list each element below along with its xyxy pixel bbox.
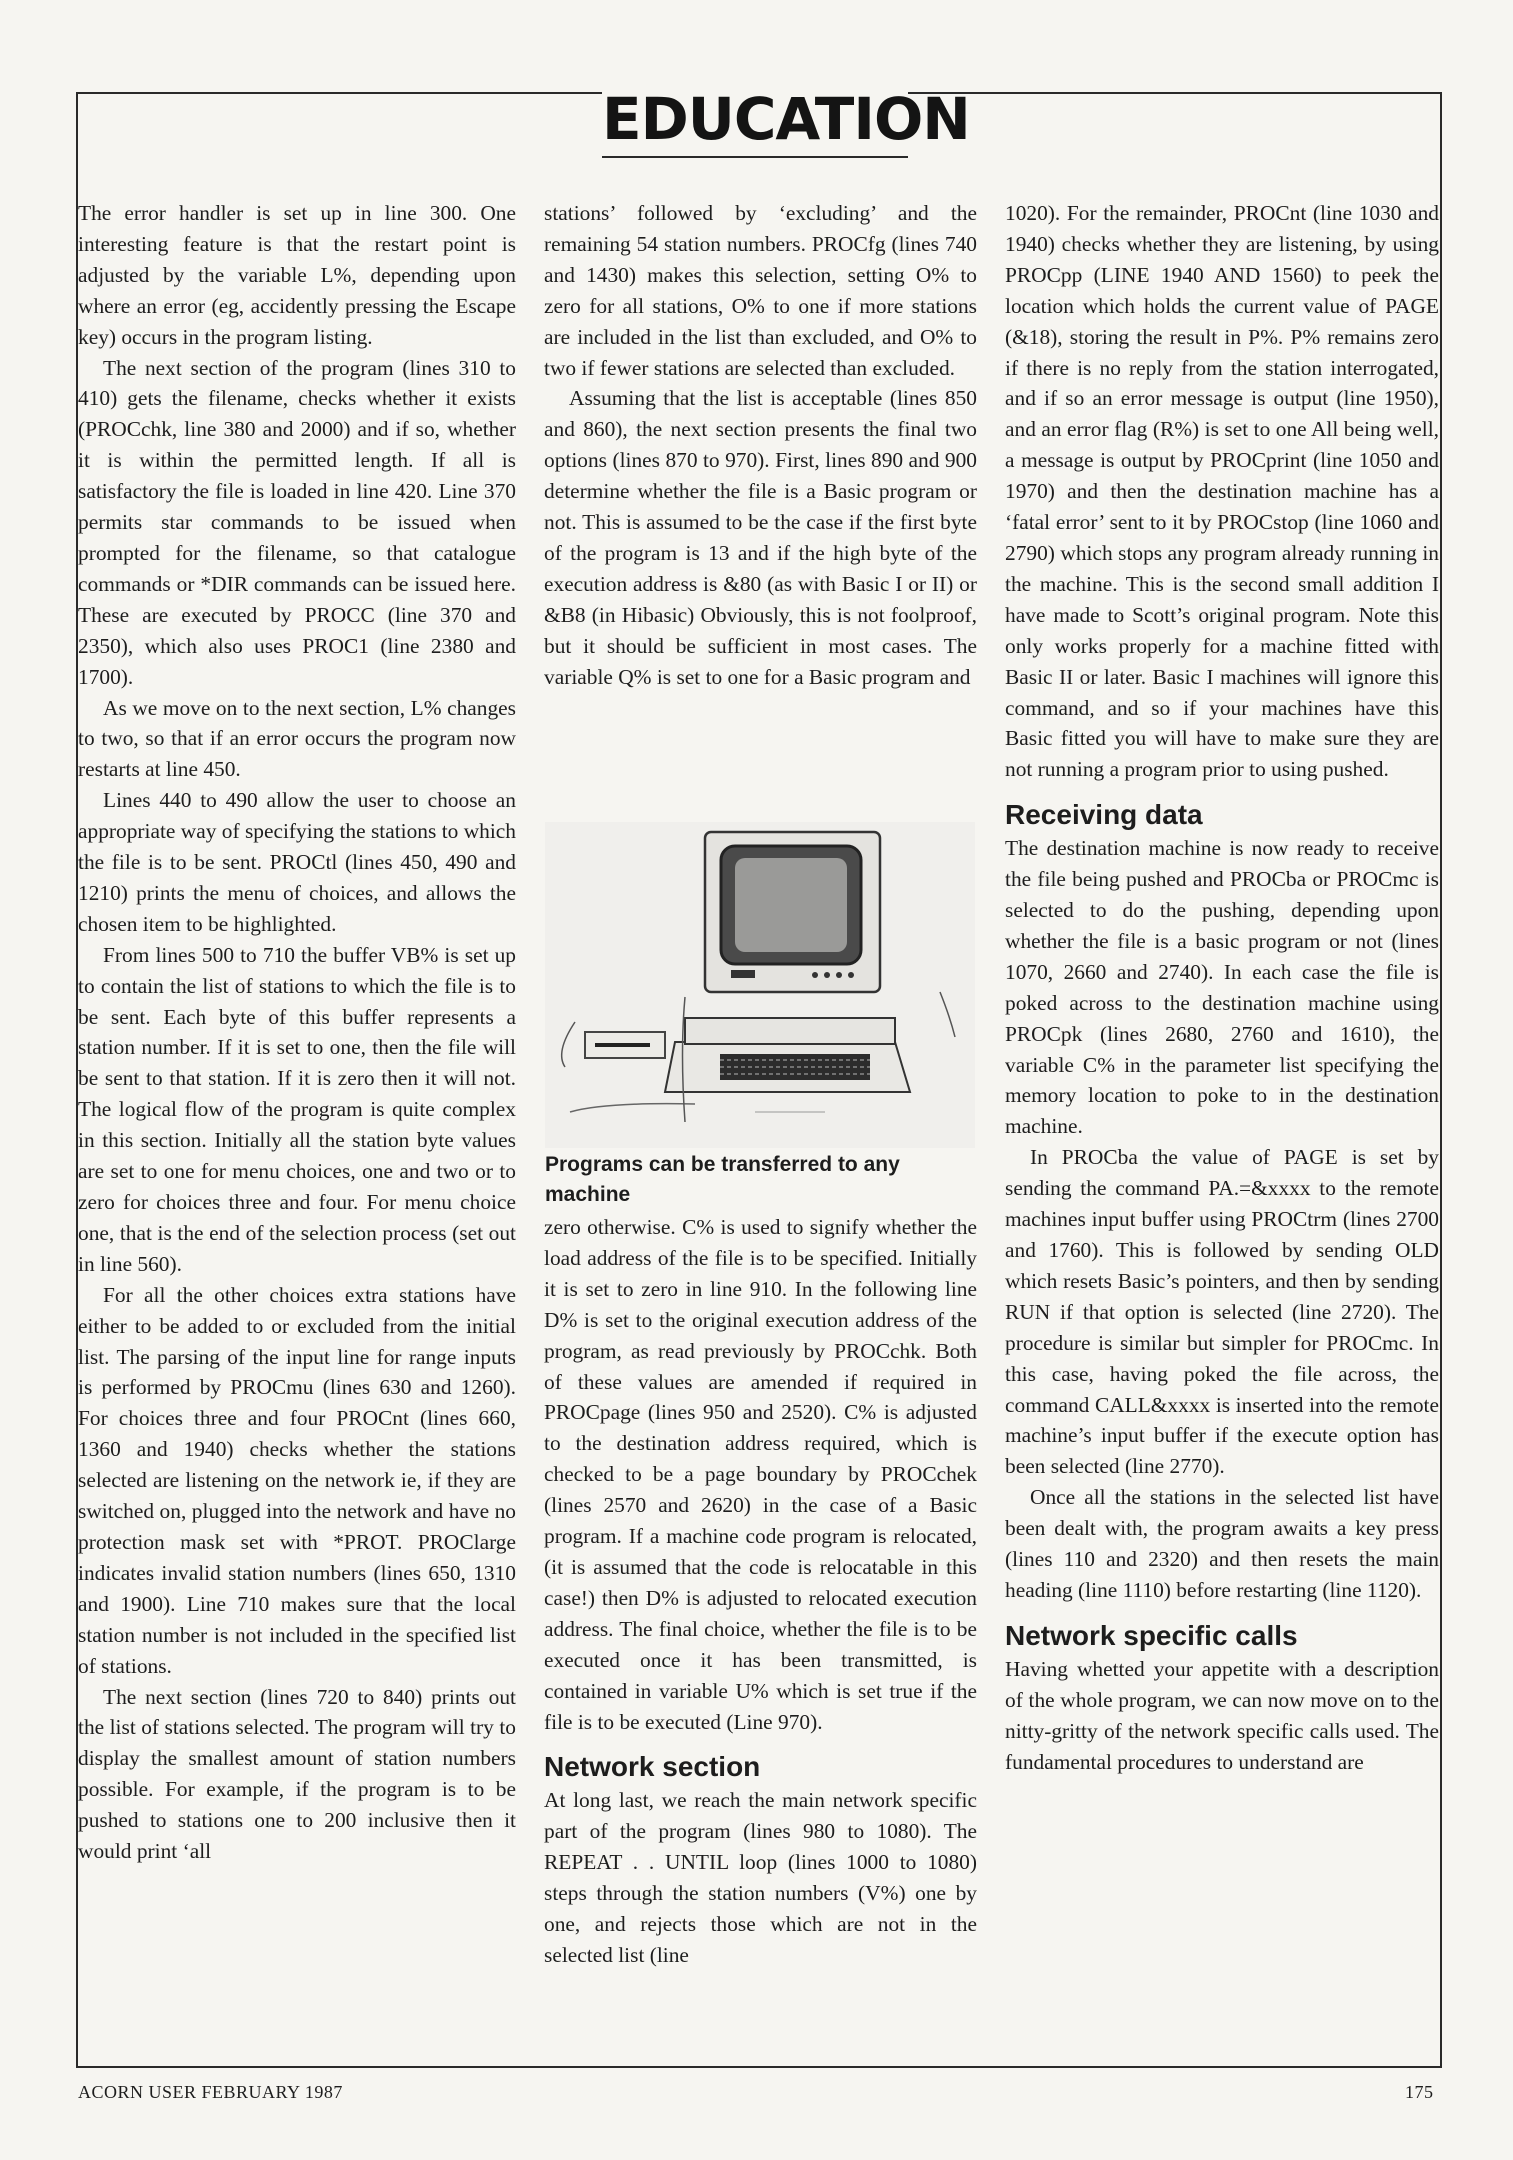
paragraph: The next section (lines 720 to 840) prints out the list of stations selected. The program will try to display the smallest amount of station numbers possible. For example, if the program is to be pushed to stations one to 200 inclusive then it would print ‘all bbox=[78, 1684, 516, 1864]
article-column-2-bottom bbox=[544, 1212, 977, 1971]
paragraph: The error handler is set up in line 300. One interesting feature is that the restart point is adjusted by the variable L%, depending upon where an error (eg, accidently pressing the Escape key) occurs in the program listing. bbox=[78, 201, 516, 349]
subheading-network-section: Network section bbox=[544, 1751, 761, 1783]
paragraph: At long last, we reach the main network specific part of the program (lines 980 to 1080). The REPEAT . . UNTIL loop (lines 1000 to 1080) steps through the station numbers (V%) one by one, and rejects those which are not in the selected list (line bbox=[544, 1788, 977, 1967]
bbc-micro-monitor-illustration bbox=[545, 822, 975, 1148]
paragraph: stations’ followed by ‘excluding’ and the remaining 54 station numbers. PROCfg (lines 740 and 1430) makes this selection, setting O% to zero for all stations, O% to one if more stations are included in the list than excluded, and O% to two if fewer stations are selected than excluded. bbox=[544, 201, 977, 380]
paragraph: Having whetted your appetite with a description of the whole program, we can now move on to the nitty-gritty of the network specific calls used. The fundamental procedures to understand are bbox=[1005, 1656, 1439, 1774]
paragraph: As we move on to the next section, L% changes to two, so that if an error occurs the program now restarts at line 450. bbox=[78, 695, 516, 782]
paragraph: Once all the stations in the selected list have been dealt with, the program awaits a key press (lines 110 and 2320) and then resets the main heading (line 1110) before restarting (line 1120). bbox=[1005, 1485, 1439, 1602]
section-header: EDUCATION bbox=[602, 86, 908, 158]
paragraph: In PROCba the value of PAGE is set by sending the command PA.=&xxxx to the remote machines input buffer using PROCtrm (lines 2700 and 1760). This is followed by sending OLD which resets Basic’s pointers, and then by sending RUN if that option is selected (line 2720). The procedure is similar but simpler for PROCmc. In this case, having poked the file across, the command CALL&xxxx is inserted into the remote machine’s input buffer if the execute option has been selected (line 2770). bbox=[1005, 1145, 1439, 1479]
paragraph: Assuming that the list is acceptable (lines 850 and 860), the next section presents the final two options (lines 870 to 970). First, lines 890 and 900 determine whether the file is a Basic program or not. This is assumed to be the case if the first byte of the program is 13 and if the high byte of the execution address is &80 (as with Basic I or II) or &B8 (in Hibasic) Obviously, this is not foolproof, but it should be sufficient in most cases. The variable Q% is set to one for a Basic program and bbox=[544, 386, 977, 689]
article-column-2-top bbox=[544, 198, 977, 693]
paragraph: 1020). For the remainder, PROCnt (line 1030 and 1940) checks whether they are listening, by using PROCpp (LINE 1940 AND 1560) to peek the location which holds the current value of PAGE (&18), storing the result in P%. P% remains zero if there is no reply from the station interrogated, and if so an error message is output (line 1950), and an error flag (R%) is set to one All being well, a message is output by PROCprint (line 1050 and 1970) and then the destination machine has a ‘fatal error’ sent to it by PROCstop (line 1060 and 2790) which stops any program already running in the machine. This is the second small addition I have made to Scott’s original program. Note this only works properly for a machine fitted with Basic II or later. Basic I machines will ignore this command, and so if your machines have this Basic fitted you will have to make sure they are not running a program prior to using pushed. bbox=[1005, 201, 1439, 782]
paragraph: Lines 440 to 490 allow the user to choose an appropriate way of specifying the stations to which the file is to be sent. PROCtl (lines 450, 490 and 1210) prints the menu of choices, and allows the chosen item to be highlighted. bbox=[78, 788, 516, 936]
page-number: 175 bbox=[1405, 2082, 1434, 2102]
paragraph: For all the other choices extra stations have either to be added to or excluded from the initial list. The parsing of the input line for range inputs is performed by PROCmu (lines 630 and 1260). For choices three and four PROCnt (lines 660, 1360 and 1940) checks whether the stations selected are listening on the network ie, if they are switched on, plugged into the network and have no protection mask set with *PROT. PROClarge indicates invalid station numbers (lines 650, 1310 and 1900). Line 710 makes sure that the local station number is not included in the specified list of stations. bbox=[78, 1282, 516, 1678]
paragraph: The destination machine is now ready to receive the file being pushed and PROCba or PROCmc is selected to do the pushing, depending upon whether the file is a basic program or not (lines 1070, 2660 and 2740). In each case the file is poked across to the destination machine using PROCpk (lines 2680, 2760 and 1610), the variable C% in the parameter list specifying the memory location to poke to in the destination machine. bbox=[1005, 836, 1439, 1139]
subheading-receiving-data: Receiving data bbox=[1005, 799, 1203, 831]
article-column-1 bbox=[78, 198, 516, 1867]
paragraph: zero otherwise. C% is used to signify whether the load address of the file is to be specified. Initially it is set to zero in line 910. In the following line D% is set to the original execution address of the program, as read previously by PROCchk. Both of these values are amended if required in PROCpage (lines 950 and 2520). C% is adjusted to the destination address required, which is checked to be a page boundary by PROCchek (lines 2570 and 2620) in the case of a Basic program. If a machine code program is relocated, (it is assumed that the code is relocatable in this case!) then D% is adjusted to relocated execution address. The final choice, whether the file is to be executed once it has been transmitted, is contained in variable U% which is set true if the file is to be executed (Line 970). bbox=[544, 1215, 977, 1734]
paragraph: The next section of the program (lines 310 to 410) gets the filename, checks whether it exists (PROCchk, line 380 and 2000) and if so, whether it is within the permitted length. If all is satisfactory the file is loaded in line 420. Line 370 permits star commands to be issued when prompted for the filename, so that catalogue commands or *DIR commands can be issued here. These are executed by PROCC (line 370 and 2350), which also uses PROC1 (line 2380 and 1700). bbox=[78, 355, 516, 689]
paragraph: From lines 500 to 710 the buffer VB% is set up to contain the list of stations to which the file is to be sent. Each byte of this buffer represents a station number. If it is set to one, then the file will be sent to that station. If it is zero then it will not. The logical flow of the program is quite complex in this section. Initially all the station byte values are set to one for menu choices, one and two or to zero for choices three and four. For menu choice one, that is the end of the selection process (set out in line 560). bbox=[78, 942, 516, 1276]
show-through-text bbox=[1060, 108, 1420, 158]
computer-photo bbox=[545, 822, 975, 1148]
subheading-network-specific-calls: Network specific calls bbox=[1005, 1619, 1298, 1651]
article-column-3 bbox=[1005, 198, 1439, 1778]
photo-caption: Programs can be transferred to any machine bbox=[545, 1153, 900, 1206]
publication-footer: ACORN USER FEBRUARY 1987 bbox=[78, 2082, 343, 2102]
